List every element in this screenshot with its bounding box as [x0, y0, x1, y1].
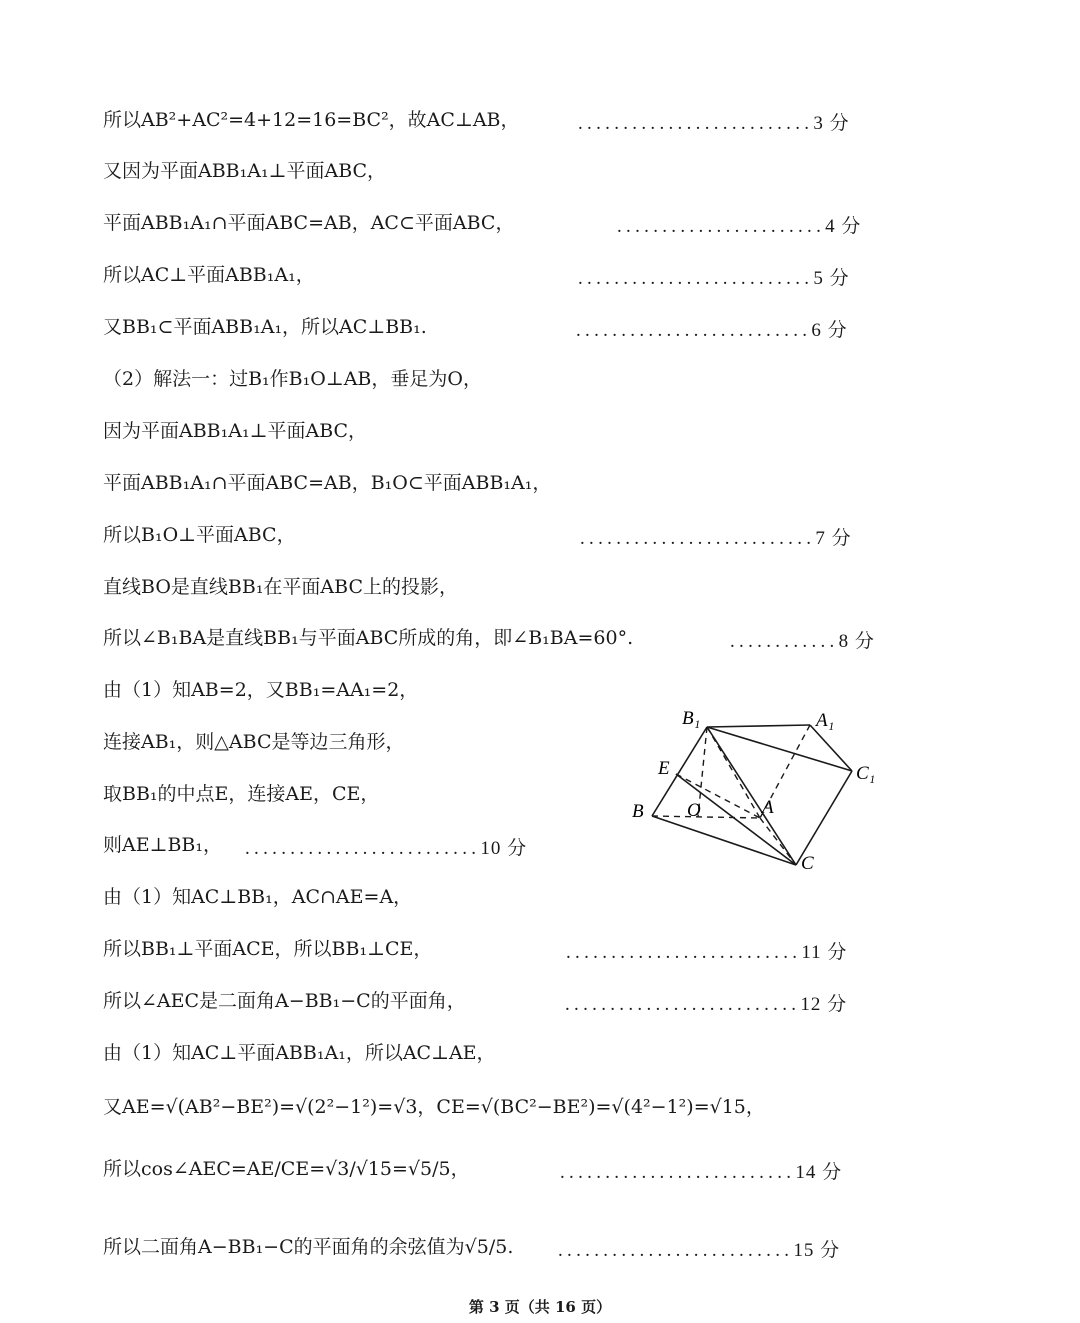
line-10: 直线BO是直线BB₁在平面ABC上的投影， [103, 576, 459, 598]
line-5: 又BB₁⊂平面ABB₁A₁，所以AC⊥BB₁. [103, 316, 427, 338]
label-c: C [801, 853, 814, 874]
score-10: ..........................10 分 [245, 838, 528, 859]
line-20: 又AE=√(AB²−BE²)=√(2²−1²)=√3，CE=√(BC²−BE²)=√(4²−1²)=√15， [103, 1096, 765, 1118]
label-c1: C₁ [856, 763, 876, 784]
label-a: A [762, 797, 774, 818]
line-7: 因为平面ABB₁A₁⊥平面ABC， [103, 420, 368, 442]
score-8: ............8 分 [730, 631, 875, 652]
label-o: O [687, 800, 701, 821]
score-7: ..........................7 分 [580, 528, 852, 549]
page-footer: 第 3 页（共 16 页） [468, 1298, 612, 1316]
edge-b-a [652, 816, 760, 818]
line-14: 取BB₁的中点E，连接AE，CE， [103, 783, 380, 805]
line-4: 所以AC⊥平面ABB₁A₁， [103, 264, 315, 286]
line-16: 由（1）知AC⊥BB₁，AC∩AE=A， [103, 886, 413, 908]
line-3: 平面ABB₁A₁∩平面ABC=AB，AC⊂平面ABC， [103, 212, 515, 234]
line-22: 所以二面角A−BB₁−C的平面角的余弦值为√5/5. [103, 1236, 514, 1258]
label-e: E [658, 758, 670, 779]
score-4: .......................4 分 [617, 216, 862, 237]
score-5: ..........................5 分 [578, 268, 850, 289]
score-14: ..........................14 分 [560, 1162, 843, 1183]
line-18: 所以∠AEC是二面角A−BB₁−C的平面角， [103, 990, 466, 1012]
edge-b1-a1 [707, 725, 810, 727]
label-a1: A₁ [816, 710, 835, 731]
line-19: 由（1）知AC⊥平面ABB₁A₁，所以AC⊥AE， [103, 1042, 496, 1064]
score-3: ..........................3 分 [578, 113, 850, 134]
line-9: 所以B₁O⊥平面ABC， [103, 524, 296, 546]
line-12: 由（1）知AB=2，又BB₁=AA₁=2， [103, 679, 419, 701]
line-1: 所以AB²+AC²=4+12=16=BC²，故AC⊥AB， [103, 109, 520, 131]
edge-b1-c1 [707, 727, 852, 771]
edge-b1-c [707, 727, 796, 865]
line-13: 连接AB₁，则△ABC是等边三角形， [103, 731, 405, 753]
line-17: 所以BB₁⊥平面ACE，所以BB₁⊥CE， [103, 938, 433, 960]
line-11: 所以∠B₁BA是直线BB₁与平面ABC所成的角，即∠B₁BA=60°. [103, 627, 634, 649]
edge-c1-c [796, 771, 852, 865]
label-b1: B₁ [682, 708, 701, 729]
line-6: （2）解法一：过B₁作B₁O⊥AB，垂足为O， [103, 368, 482, 390]
label-b: B [632, 801, 644, 822]
line-2: 又因为平面ABB₁A₁⊥平面ABC， [103, 160, 387, 182]
edge-b-c [652, 816, 796, 865]
prism-figure [620, 700, 890, 880]
score-11: ..........................11 分 [566, 942, 848, 963]
score-12: ..........................12 分 [565, 994, 848, 1015]
line-15: 则AE⊥BB₁， [103, 834, 223, 856]
score-15: ..........................15 分 [558, 1240, 841, 1261]
line-8: 平面ABB₁A₁∩平面ABC=AB，B₁O⊂平面ABB₁A₁， [103, 472, 552, 494]
score-6: ..........................6 分 [576, 320, 848, 341]
line-21: 所以cos∠AEC=AE/CE=√3/√15=√5/5， [103, 1158, 470, 1180]
